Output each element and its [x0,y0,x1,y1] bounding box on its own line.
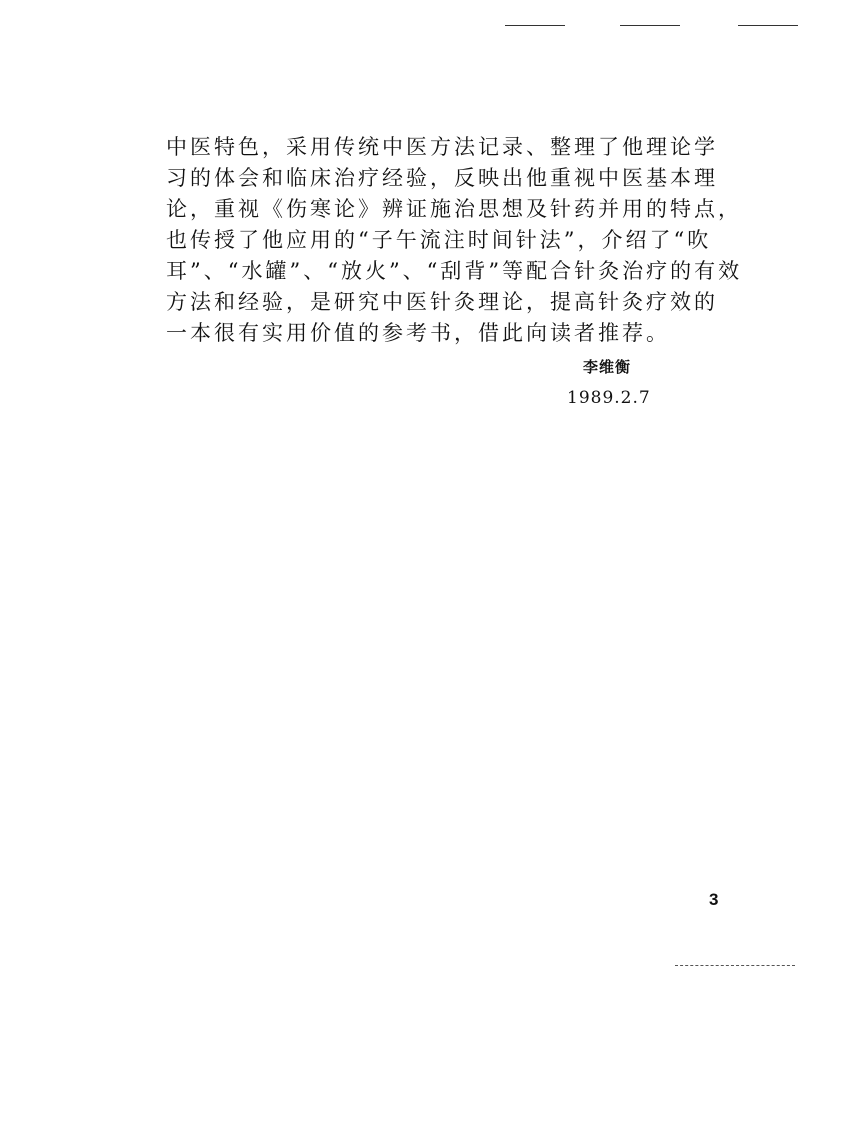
header-rule-2 [620,25,680,26]
footer-rule [675,965,795,967]
text-line: 一本很有实用价值的参考书，借此向读者推荐。 [166,321,670,345]
page-number: 3 [709,890,719,909]
text-line: 也传授了他应用的“子午流注时间针法”，介绍了“吹 [166,228,712,252]
header-rule-1 [505,25,565,26]
text-line: 习的体会和临床治疗经验，反映出他重视中医基本理 [166,166,718,190]
text-line: 中医特色，采用传统中医方法记录、整理了他理论学 [166,135,718,159]
body-paragraph [166,132,766,349]
text-line: 论，重视《伤寒论》辨证施治思想及针药并用的特点， [166,197,742,221]
text-line: 方法和经验，是研究中医针灸理论，提高针灸疗效的 [166,290,718,314]
author-signature: 李维衡 [583,358,632,376]
text-line: 耳”、“水罐”、“放火”、“刮背”等配合针灸治疗的有效 [166,259,743,283]
header-rule-3 [738,25,798,26]
signature-date: 1989.2.7 [567,388,651,408]
